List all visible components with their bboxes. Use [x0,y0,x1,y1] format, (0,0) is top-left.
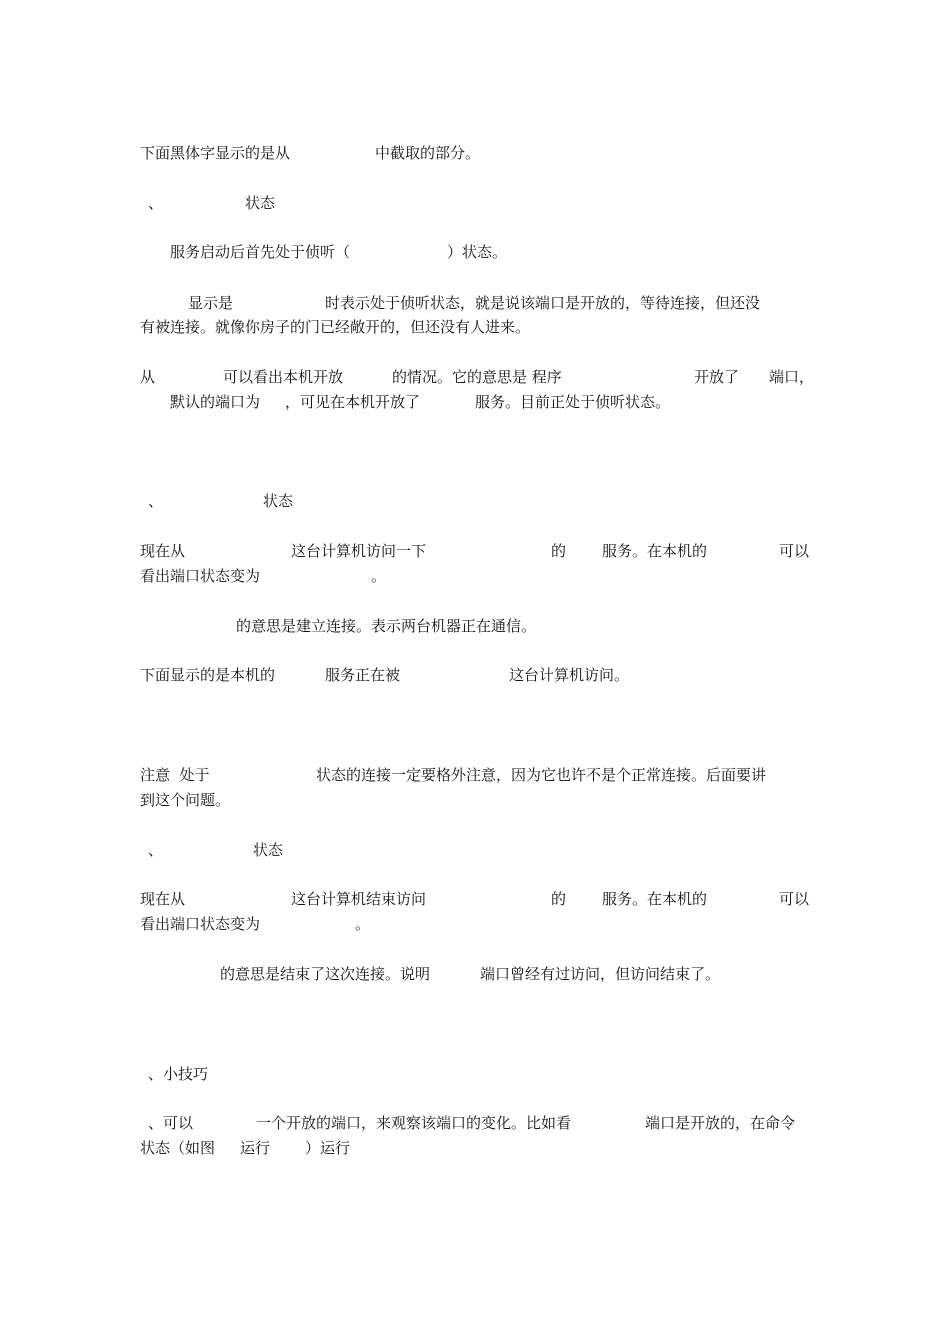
section2-para3-a: 下面显示的是本机的 [140,666,276,684]
section2-para3-c: 这台计算机访问。 [509,666,630,684]
intro-text-b: 中截取的部分。 [375,144,481,162]
section1-para3-line1-e: 端口， [769,368,815,386]
note-line2: 到这个问题。 [140,791,231,809]
section1-para2-line2: 有被连接。就像你房子的门已经敞开的，但还没有人进来。 [140,318,531,336]
section2-para1-line1-c: 的 [551,542,567,560]
section4-line1-c: 端口是开放的，在命令 [645,1114,796,1132]
section2-para1-line2-a: 看出端口状态变为 [140,567,261,585]
section1-line1-a: 服务启动后首先处于侦听（ [170,243,351,261]
section1-heading-number: 、 [148,194,164,212]
section1-line1-b: ）状态。 [447,243,508,261]
section3-para2-b: 端口曾经有过访问，但访问结束了。 [480,965,721,983]
section1-heading-label: 状态 [245,194,276,212]
section2-heading-label: 状态 [263,492,294,510]
section2-para1-line1-a: 现在从 [140,542,186,560]
section1-para3-line2-c: 服务。目前正处于侦听状态。 [475,393,671,411]
section2-para1-line2-b: 。 [371,567,387,585]
section1-para3-line2-b: ，可见在本机开放了 [285,393,421,411]
section3-para1-line1-d: 服务。在本机的 [602,890,708,908]
section2-para1-line1-d: 服务。在本机的 [602,542,708,560]
section4-heading: 、小技巧 [148,1065,209,1083]
section2-heading-number: 、 [148,492,164,510]
section3-para2-a: 的意思是结束了这次连接。说明 [220,965,431,983]
note-line1-b: 状态的连接一定要格外注意，因为它也许不是个正常连接。后面要讲 [316,766,767,784]
section3-para1-line2-a: 看出端口状态变为 [140,915,261,933]
section4-line1-b: 一个开放的端口，来观察该端口的变化。比如看 [256,1114,572,1132]
section3-heading-label: 状态 [253,841,284,859]
section4-line2-b: 运行 [240,1139,271,1157]
section1-para2-line1-b: 时表示处于侦听状态，就是说该端口是开放的，等待连接，但还没 [325,294,761,312]
section1-para3-line1-d: 开放了 [694,368,740,386]
intro-text-a: 下面黑体字显示的是从 [140,144,291,162]
section3-para1-line1-e: 可以 [779,890,810,908]
section3-heading-number: 、 [148,841,164,859]
note-line1-a: 注意 处于 [140,766,210,784]
section1-para3-line2-a: 默认的端口为 [170,393,261,411]
section1-para3-line1-c: 的情况。它的意思是 程序 [392,368,562,386]
section3-para1-line1-a: 现在从 [140,890,186,908]
section1-para3-line1-b: 可以看出本机开放 [223,368,344,386]
section4-line2-c: ）运行 [305,1139,351,1157]
section1-para3-line1-a: 从 [140,368,156,386]
section2-para1-line1-e: 可以 [779,542,810,560]
section1-para2-line1-a: 显示是 [188,294,234,312]
section2-para1-line1-b: 这台计算机访问一下 [291,542,427,560]
section3-para1-line1-b: 这台计算机结束访问 [291,890,427,908]
section4-line2-a: 状态（如图 [140,1139,216,1157]
section4-line1-a: 、可以 [148,1114,194,1132]
section2-para2: 的意思是建立连接。表示两台机器正在通信。 [236,617,537,635]
section2-para3-b: 服务正在被 [325,666,401,684]
section3-para1-line1-c: 的 [551,890,567,908]
section3-para1-line2-b: 。 [355,915,371,933]
